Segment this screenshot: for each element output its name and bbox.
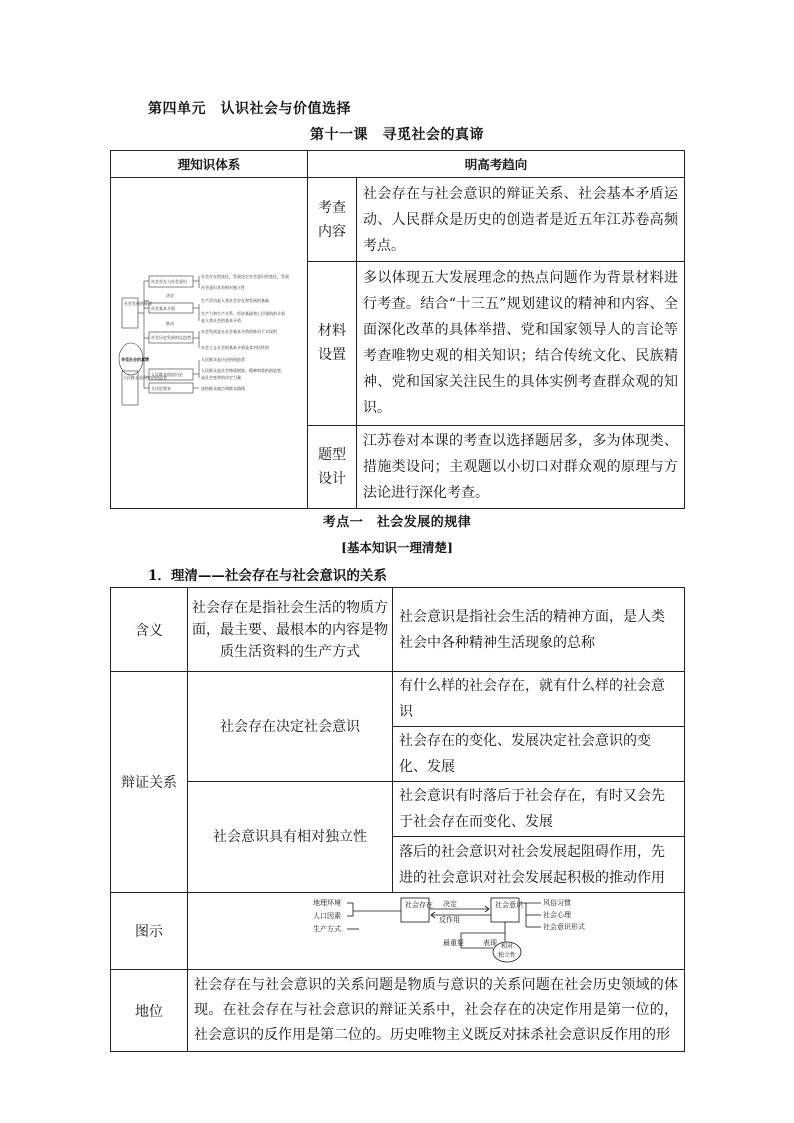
diagram-existence-label: 社会存在 — [405, 901, 433, 909]
knowledge-mindmap — [111, 178, 308, 509]
meaning-consciousness: 社会意识是指社会生活的精神方面，是人类社会中各种精神生活现象的总称 — [393, 588, 685, 672]
section-title: 考点一 社会发展的规律 — [322, 515, 472, 530]
row-text-question-type: 江苏卷对本课的考查以选择题居多，多为体现类、措施类设问；主观题以小切口对群众观的原理与方法论进行深化考查。 — [357, 425, 685, 508]
diagram-input-1: 地理环境 — [313, 899, 341, 907]
mindmap-diagram — [111, 178, 307, 504]
mindmap-right-5: 是人类社会的基本矛盾 — [201, 318, 241, 323]
mindmap-mid-7: 方法论要求 — [151, 386, 171, 391]
relation-table — [110, 587, 685, 1052]
row-text-material: 多以体现五大发展理念的热点问题作为背景材料进行考查。结合“十三五”规划建议的精神和内容、全面深化改革的具体举措、党和国家领导人的言论等考查唯物史观的相关知识；结合传统文化、民族精神、党和国家关注民生的具体实例考查群众观的知识。 — [357, 262, 685, 425]
mindmap-mid-5: 社会历史发展的总趋势 — [151, 335, 191, 340]
mindmap-mid-4: 推动 — [166, 321, 174, 326]
overview-table — [110, 150, 685, 509]
decides-point-2: 社会存在的变化、发展决定社会意识的变化、发展 — [393, 727, 685, 782]
diagram-decides: 决定 — [443, 900, 457, 908]
mindmap-right-11: 坚持群众观点和群众路线 — [201, 386, 245, 391]
diagram-label: 图示 — [111, 893, 188, 970]
mindmap-right-10: 是社会变革的决定力量 — [201, 375, 241, 380]
row-label-material: 材料 设置 — [308, 262, 357, 425]
col-header-trend: 明高考趋向 — [308, 151, 685, 178]
diagram-independence: 独立性 — [498, 952, 517, 959]
dialectic-label: 辩证关系 — [111, 672, 188, 893]
mindmap-right-8: 人民群众是历史的创造者 — [201, 357, 245, 362]
row-label-content: 考查 内容 — [308, 178, 357, 262]
mindmap-right-4: 生产力和生产关系、经济基础和上层建筑的矛盾 — [201, 311, 285, 316]
diagram-most-important: 最重要 — [443, 939, 464, 947]
diagram-relative: 相对 — [501, 943, 514, 950]
diagram-input-3: 生产方式 — [313, 925, 341, 933]
mindmap-left-2: 寻觅社会的真谛 — [121, 357, 149, 362]
mindmap-left-3: 人民群众是历史的创造者 — [123, 375, 167, 380]
mindmap-mid-2: 决定 — [166, 293, 174, 298]
mindmap-right-1: 社会存在的变化、发展决定社会意识的变化、发展 — [201, 274, 289, 279]
diagram-output-2: 社会心理 — [543, 911, 571, 919]
diagram-output-3: 社会意识形式 — [543, 923, 585, 931]
mindmap-left-1: 社会发展的规律 — [124, 301, 152, 306]
mindmap-mid-3: 社会基本矛盾 — [151, 306, 175, 311]
diagram-output-1: 风俗习惯 — [543, 899, 571, 907]
meaning-existence: 社会存在是指社会生活的物质方面，最主要、最根本的内容是物质生活资料的生产方式 — [188, 588, 393, 672]
mindmap-right-6: 社会发展是在社会基本矛盾的推动下实现的 — [201, 329, 277, 334]
diagram-consciousness-label: 社会意识 — [495, 901, 523, 909]
mindmap-mid-6: 人民群众创造历史 — [151, 372, 183, 377]
relation-diagram — [191, 893, 681, 965]
independence-label: 社会意识具有相对独立性 — [188, 782, 393, 893]
mindmap-right-7: 社会主义社会的基本矛盾是非对抗性的 — [201, 345, 269, 350]
independence-point-1: 社会意识有时落后于社会存在，有时又会先于社会存在而变化、发展 — [393, 782, 685, 837]
row-label-question-type: 题型 设计 — [308, 425, 357, 508]
meaning-label: 含义 — [111, 588, 188, 672]
col-header-knowledge: 理知识体系 — [111, 151, 308, 178]
section-heading: 1．理清——社会存在与社会意识的关系 — [148, 568, 387, 584]
mindmap-right-2: 社会意识具有相对独立性 — [201, 285, 245, 290]
diagram-reacts: 反作用 — [439, 916, 460, 924]
mindmap-mid-1: 社会存在与社会意识 — [151, 279, 187, 284]
relation-diagram-cell — [188, 893, 685, 970]
independence-point-2: 落后的社会意识对社会发展起阻碍作用，先进的社会意识对社会发展起积极的推动作用 — [393, 837, 685, 893]
mindmap-right-3: 生产活动是人类社会存在和发展的基础 — [201, 298, 269, 303]
unit-title: 第四单元 认识社会与价值选择 — [148, 101, 351, 117]
decides-point-1: 有什么样的社会存在，就有什么样的社会意识 — [393, 672, 685, 727]
diagram-input-2: 人口因素 — [313, 912, 341, 920]
status-text: 社会存在与社会意识的关系问题是物质与意识的关系问题在社会历史领域的体现。在社会存在与社会意识的辩证关系中，社会存在的决定作用是第一位的，社会意识的反作用是第二位的。历史唯物主义既反对抹杀社会意识反作用的形 — [188, 970, 685, 1052]
mindmap-right-9: 人民群众是社会物质财富、精神财富的创造者， — [201, 368, 285, 373]
lesson-title: 第十一课 寻觅社会的真谛 — [310, 127, 484, 143]
row-text-content: 社会存在与社会意识的辩证关系、社会基本矛盾运动、人民群众是历史的创造者是近五年江苏卷高频考点。 — [357, 178, 685, 262]
status-label: 地位 — [111, 970, 188, 1052]
decides-label: 社会存在决定社会意识 — [188, 672, 393, 782]
diagram-manifests: 表现 — [483, 939, 497, 947]
section-subtitle: [基本知识一理清楚] — [341, 540, 453, 555]
